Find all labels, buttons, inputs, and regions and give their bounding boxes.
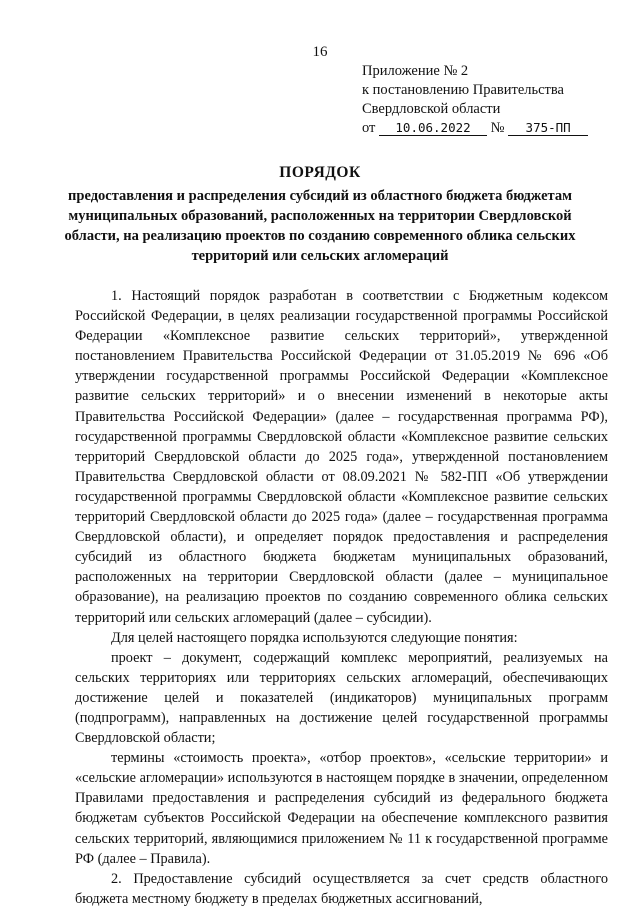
paragraph: термины «стоимость проекта», «отбор проектов», «сельские территории» и «сельские агломерации» используются в настоящем порядке в значении, определенном Правилами предоставления и распределения субсидий из федерального бюджета бюджетам субъектов Российской Федерации на обеспечение комплексного развития сельских территорий, являющимися приложением № 11 к государственной программе РФ (далее – Правила).	[75, 750, 608, 867]
approval-date-line	[362, 119, 588, 138]
document-subtitle: предоставления и распределения субсидий из областного бюджета бюджетам муниципальных образований, расположенных на территории Свердловской области, на реализацию проектов по созданию современного облика сельских территорий или сельских агломераций	[64, 188, 576, 264]
approval-appendix: Приложение № 2	[362, 63, 469, 79]
paragraph: Для целей настоящего порядка используются следующие понятия:	[111, 629, 518, 646]
approval-from-label: от	[362, 120, 376, 136]
approval-number-label: №	[490, 120, 505, 136]
paragraph: 1. Настоящий порядок разработан в соответствии с Бюджетным кодексом Российской Федерации, в целях реализации государственной программы Российской Федерации «Комплексное развитие сельских территорий», утвержденной постановлением Правительства Российской Федерации от 31.05.2019 № 696 «Об утверждении государственной программы Российской Федерации «Комплексное развитие сельских территорий» и о внесении изменений в некоторые акты Правительства Российской Федерации» (далее – государственная программа РФ), государственной программы Свердловской области «Комплексное развитие сельских территорий Свердловской области до 2025 года», утвержденной постановлением Правительства Свердловской области от 08.09.2021 № 582-ПП «Об утверждении государственной программы Свердловской области «Комплексное развитие сельских территорий Свердловской области до 2025 года» (далее – государственная программа Свердловской области), и определяет порядок предоставления и распределения субсидий из областного бюджета бюджетам муниципальных образований, расположенных на территории Свердловской области (далее – муниципальное образование), на реализацию проектов по созданию современного облика сельских территорий или сельских агломераций (далее – субсидии).	[75, 288, 608, 626]
page-number: 16	[312, 44, 328, 60]
approval-date: 10.06.2022	[379, 120, 487, 136]
approval-region: Свердловской области	[362, 101, 501, 117]
approval-block	[362, 62, 588, 138]
paragraph: проект – документ, содержащий комплекс мероприятий, реализуемых на сельских территориях или территориях сельских агломераций, обеспечивающих достижение целей и показателей (индикаторов) муниципальных программ (подпрограмм), направленных на достижение целей государственной программы Свердловской области;	[75, 649, 608, 747]
document-title: ПОРЯДОК	[279, 164, 361, 181]
paragraph: 2. Предоставление субсидий осуществляется за счет средств областного бюджета местному бюджету в пределах бюджетных ассигнований,	[75, 870, 608, 907]
document-body	[75, 286, 608, 909]
approval-number: 375-ПП	[508, 120, 588, 136]
document-heading	[0, 164, 640, 266]
approval-resolution: к постановлению Правительства	[362, 82, 564, 98]
